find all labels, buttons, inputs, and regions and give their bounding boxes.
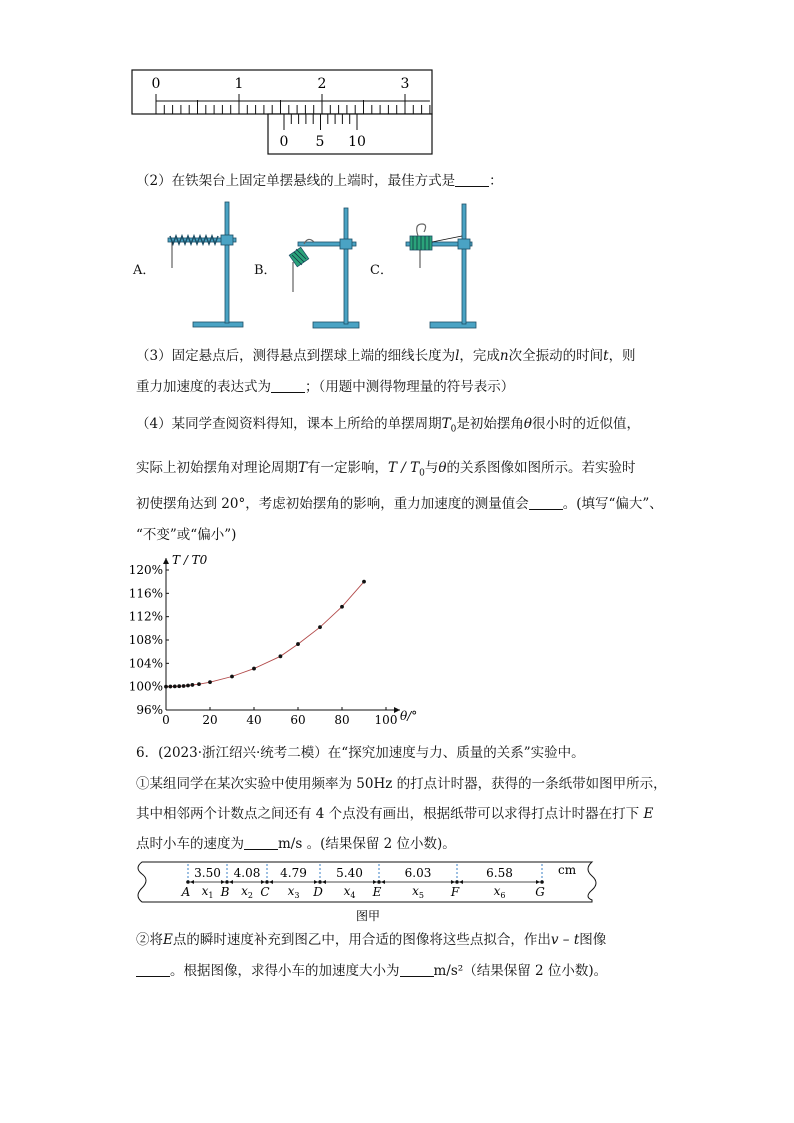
tape-dot <box>540 880 544 884</box>
y-tick-label: 116% <box>128 586 163 601</box>
tape-dot <box>225 880 229 884</box>
q6-velocity-blank[interactable] <box>244 835 278 850</box>
tape-interval-subscript: 3 <box>294 891 300 900</box>
y-axis-arrow <box>163 558 169 564</box>
data-point <box>208 680 212 684</box>
data-point <box>173 684 177 688</box>
q2-prompt: （2）在铁架台上固定单摆悬线的上端时，最佳方式是 <box>136 173 456 189</box>
main-label-1: 1 <box>234 76 244 92</box>
q3-line2-b: ；（用题中测得物理量的符号表示） <box>305 379 515 395</box>
data-point <box>182 684 186 688</box>
x-tick-label: 60 <box>290 713 306 726</box>
data-point <box>197 682 201 686</box>
stand-a-figure <box>160 198 260 332</box>
q6-var-E-2: E <box>163 932 173 948</box>
vernier-label-10: 10 <box>348 134 366 150</box>
tape-point-label: F <box>450 885 460 899</box>
tape-interval-value: 6.58 <box>486 866 513 880</box>
q6-line4 <box>136 834 456 854</box>
data-point <box>177 684 181 688</box>
x-tick-label: 80 <box>334 713 350 726</box>
q4-line1-b: 是初始摆角 <box>456 416 524 432</box>
q4-line2 <box>136 458 636 484</box>
q6-line3-a: 其中相邻两个计数点之间还有 4 个点没有画出，根据纸带可以求得打点计时器在打下 <box>136 806 640 822</box>
tape-interval-symbol: $x_5$ <box>412 884 424 900</box>
q4-var-theta-2: θ <box>438 460 447 476</box>
fit-curve <box>166 582 364 687</box>
tape-interval-symbol: $x_2$ <box>241 884 253 900</box>
tape-interval-subscript: 1 <box>208 891 214 900</box>
q4-line1 <box>136 414 640 440</box>
tape-interval-value: 3.50 <box>194 866 221 880</box>
main-scale <box>132 70 432 114</box>
q3-line2 <box>136 377 514 397</box>
tape-interval-value: 4.79 <box>280 866 307 880</box>
q2-answer-blank[interactable] <box>455 172 489 187</box>
q6-accel-blank[interactable] <box>400 962 434 977</box>
option-b-label: B． <box>254 263 277 278</box>
main-label-2: 2 <box>317 76 327 92</box>
data-point <box>169 685 173 689</box>
tape-interval-value: 5.40 <box>336 866 363 880</box>
data-point <box>362 580 366 584</box>
q3-line1-a: （3）固定悬点后，测得悬点到摆球上端的细线长度为 <box>136 348 456 364</box>
chart-ylabel: T / T0 <box>172 553 208 567</box>
q3-line1-c: 次全振动的时间 <box>508 348 604 364</box>
x-tick-label: 0 <box>162 713 170 726</box>
q4-line3-b: 。(填写“偏大”、 <box>562 496 663 512</box>
q6-var-E: E <box>643 806 654 822</box>
option-a-label: A． <box>133 263 156 278</box>
q3-answer-blank[interactable] <box>271 378 305 393</box>
q4-ratio-sub: 0 <box>419 468 425 479</box>
tape-interval-subscript: 2 <box>247 891 253 900</box>
y-tick-label: 96% <box>136 703 163 717</box>
tape-unit: cm <box>558 863 577 877</box>
tape-point-label: B <box>220 885 230 899</box>
q4-var-theta: θ <box>523 416 532 432</box>
tape-dot <box>318 880 322 884</box>
y-tick-label: 104% <box>128 656 163 671</box>
stand-b-figure <box>280 200 380 332</box>
tape-point-label: E <box>372 885 382 899</box>
data-point <box>252 667 256 671</box>
vernier-label-5: 5 <box>315 134 325 150</box>
q4-line2-d: 的关系图像如图所示。若实验时 <box>446 460 636 476</box>
data-point <box>340 605 344 609</box>
main-label-3: 3 <box>400 76 410 92</box>
q3-var-n: n <box>499 348 509 364</box>
tape-dot <box>455 880 459 884</box>
y-tick-label: 108% <box>128 633 163 647</box>
y-tick-label: 120% <box>128 563 163 577</box>
period-ratio-chart <box>128 548 428 726</box>
q4-answer-blank[interactable] <box>529 495 563 510</box>
tape-point-label: D <box>313 885 323 899</box>
tape-dot <box>186 880 190 884</box>
q4-line4: “不变”或“偏小”) <box>136 527 237 543</box>
tape-interval-symbol: $x_6$ <box>493 884 506 900</box>
main-label-0: 0 <box>151 76 161 92</box>
q6-vt: v – t <box>550 932 580 948</box>
q3-var-l: l <box>455 348 460 364</box>
vernier-caliper <box>130 68 436 158</box>
q6-line4-b: m/s 。(结果保留 2 位小数)。 <box>278 836 456 852</box>
q6-line6-a: 。根据图像，求得小车的加速度大小为 <box>170 963 400 979</box>
tape-point-label: G <box>535 885 545 899</box>
q3-line1-b: ，完成 <box>459 348 500 364</box>
x-tick-label: 40 <box>246 713 262 726</box>
q6-graph-blank[interactable] <box>136 962 170 977</box>
tape-point-label: C <box>260 885 270 899</box>
q4-ratio: T / T <box>388 460 420 476</box>
q4-line3-a: 初使摆角达到 20°，考虑初始摆角的影响，重力加速度的测量值会 <box>136 496 529 512</box>
q4-line2-b: 有一定影响， <box>307 460 389 476</box>
q6-line4-a: 点时小车的速度为 <box>136 836 244 852</box>
q6-line5-a: ②将 <box>136 932 163 948</box>
q4-var-T: T <box>298 460 308 476</box>
data-point <box>296 642 300 646</box>
q4-var-T0: T <box>441 416 451 432</box>
tape-interval-value: 4.08 <box>233 866 261 880</box>
paper-tape-figure <box>130 858 606 924</box>
q2-end: ： <box>489 173 503 189</box>
q4-line3 <box>136 494 663 514</box>
data-point <box>191 683 195 687</box>
vernier-label-0: 0 <box>279 134 289 150</box>
q2-text <box>136 171 503 191</box>
tape-interval-subscript: 5 <box>418 891 424 900</box>
q3-var-t: t <box>603 348 609 364</box>
data-point <box>186 684 190 688</box>
data-point <box>230 675 234 679</box>
x-tick-label: 100 <box>374 713 398 726</box>
q6-line1: 6．(2023·浙江绍兴·统考二模）在“探究加速度与力、质量的关系”实验中。 <box>136 745 585 761</box>
q6-line5 <box>136 930 606 950</box>
q3-line1 <box>136 346 636 366</box>
tape-point-label: A <box>181 885 191 899</box>
y-tick-label: 100% <box>128 679 163 694</box>
q6-line2: ①某组同学在某次实验中使用频率为 50Hz 的打点计时器，获得的一条纸带如图甲所示， <box>136 776 667 792</box>
data-point <box>318 625 322 629</box>
chart-xlabel: θ/° <box>400 709 418 723</box>
q4-line1-a: （4）某同学查阅资料得知，课本上所给的单摆周期 <box>136 416 442 432</box>
q4-sub0: 0 <box>450 424 457 435</box>
option-c-label: C． <box>370 263 393 278</box>
q6-line6 <box>136 961 607 981</box>
q3-line1-d: ，则 <box>608 348 636 364</box>
x-tick-label: 20 <box>202 713 218 726</box>
q6-line5-c: 图像 <box>579 932 607 948</box>
q4-line2-c: 与 <box>424 460 439 476</box>
data-point <box>279 654 283 658</box>
tape-interval-value: 6.03 <box>404 866 432 880</box>
q6-line3 <box>136 804 653 824</box>
y-tick-label: 112% <box>128 609 163 624</box>
q3-line2-a: 重力加速度的表达式为 <box>136 379 271 395</box>
q6-line5-b: 点的瞬时速度补充到图乙中，用合适的图像将这些点拟合，作出 <box>172 932 551 948</box>
q4-line2-a: 实际上初始摆角对理论周期 <box>136 460 298 476</box>
data-point <box>164 685 168 689</box>
q6-line6-b: m/s²（结果保留 2 位小数)。 <box>433 963 608 979</box>
tape-interval-subscript: 4 <box>350 891 356 900</box>
tape-dot <box>377 880 381 884</box>
tape-dot <box>265 880 269 884</box>
tape-interval-symbol: $x_4$ <box>343 884 356 900</box>
tape-caption: 图甲 <box>355 909 381 923</box>
stand-c-figure <box>396 196 496 332</box>
q4-line1-c: 很小时的近似值， <box>531 416 640 432</box>
tape-interval-symbol: $x_1$ <box>201 884 214 900</box>
tape-interval-subscript: 6 <box>500 891 506 900</box>
tape-interval-symbol: $x_3$ <box>287 884 300 900</box>
